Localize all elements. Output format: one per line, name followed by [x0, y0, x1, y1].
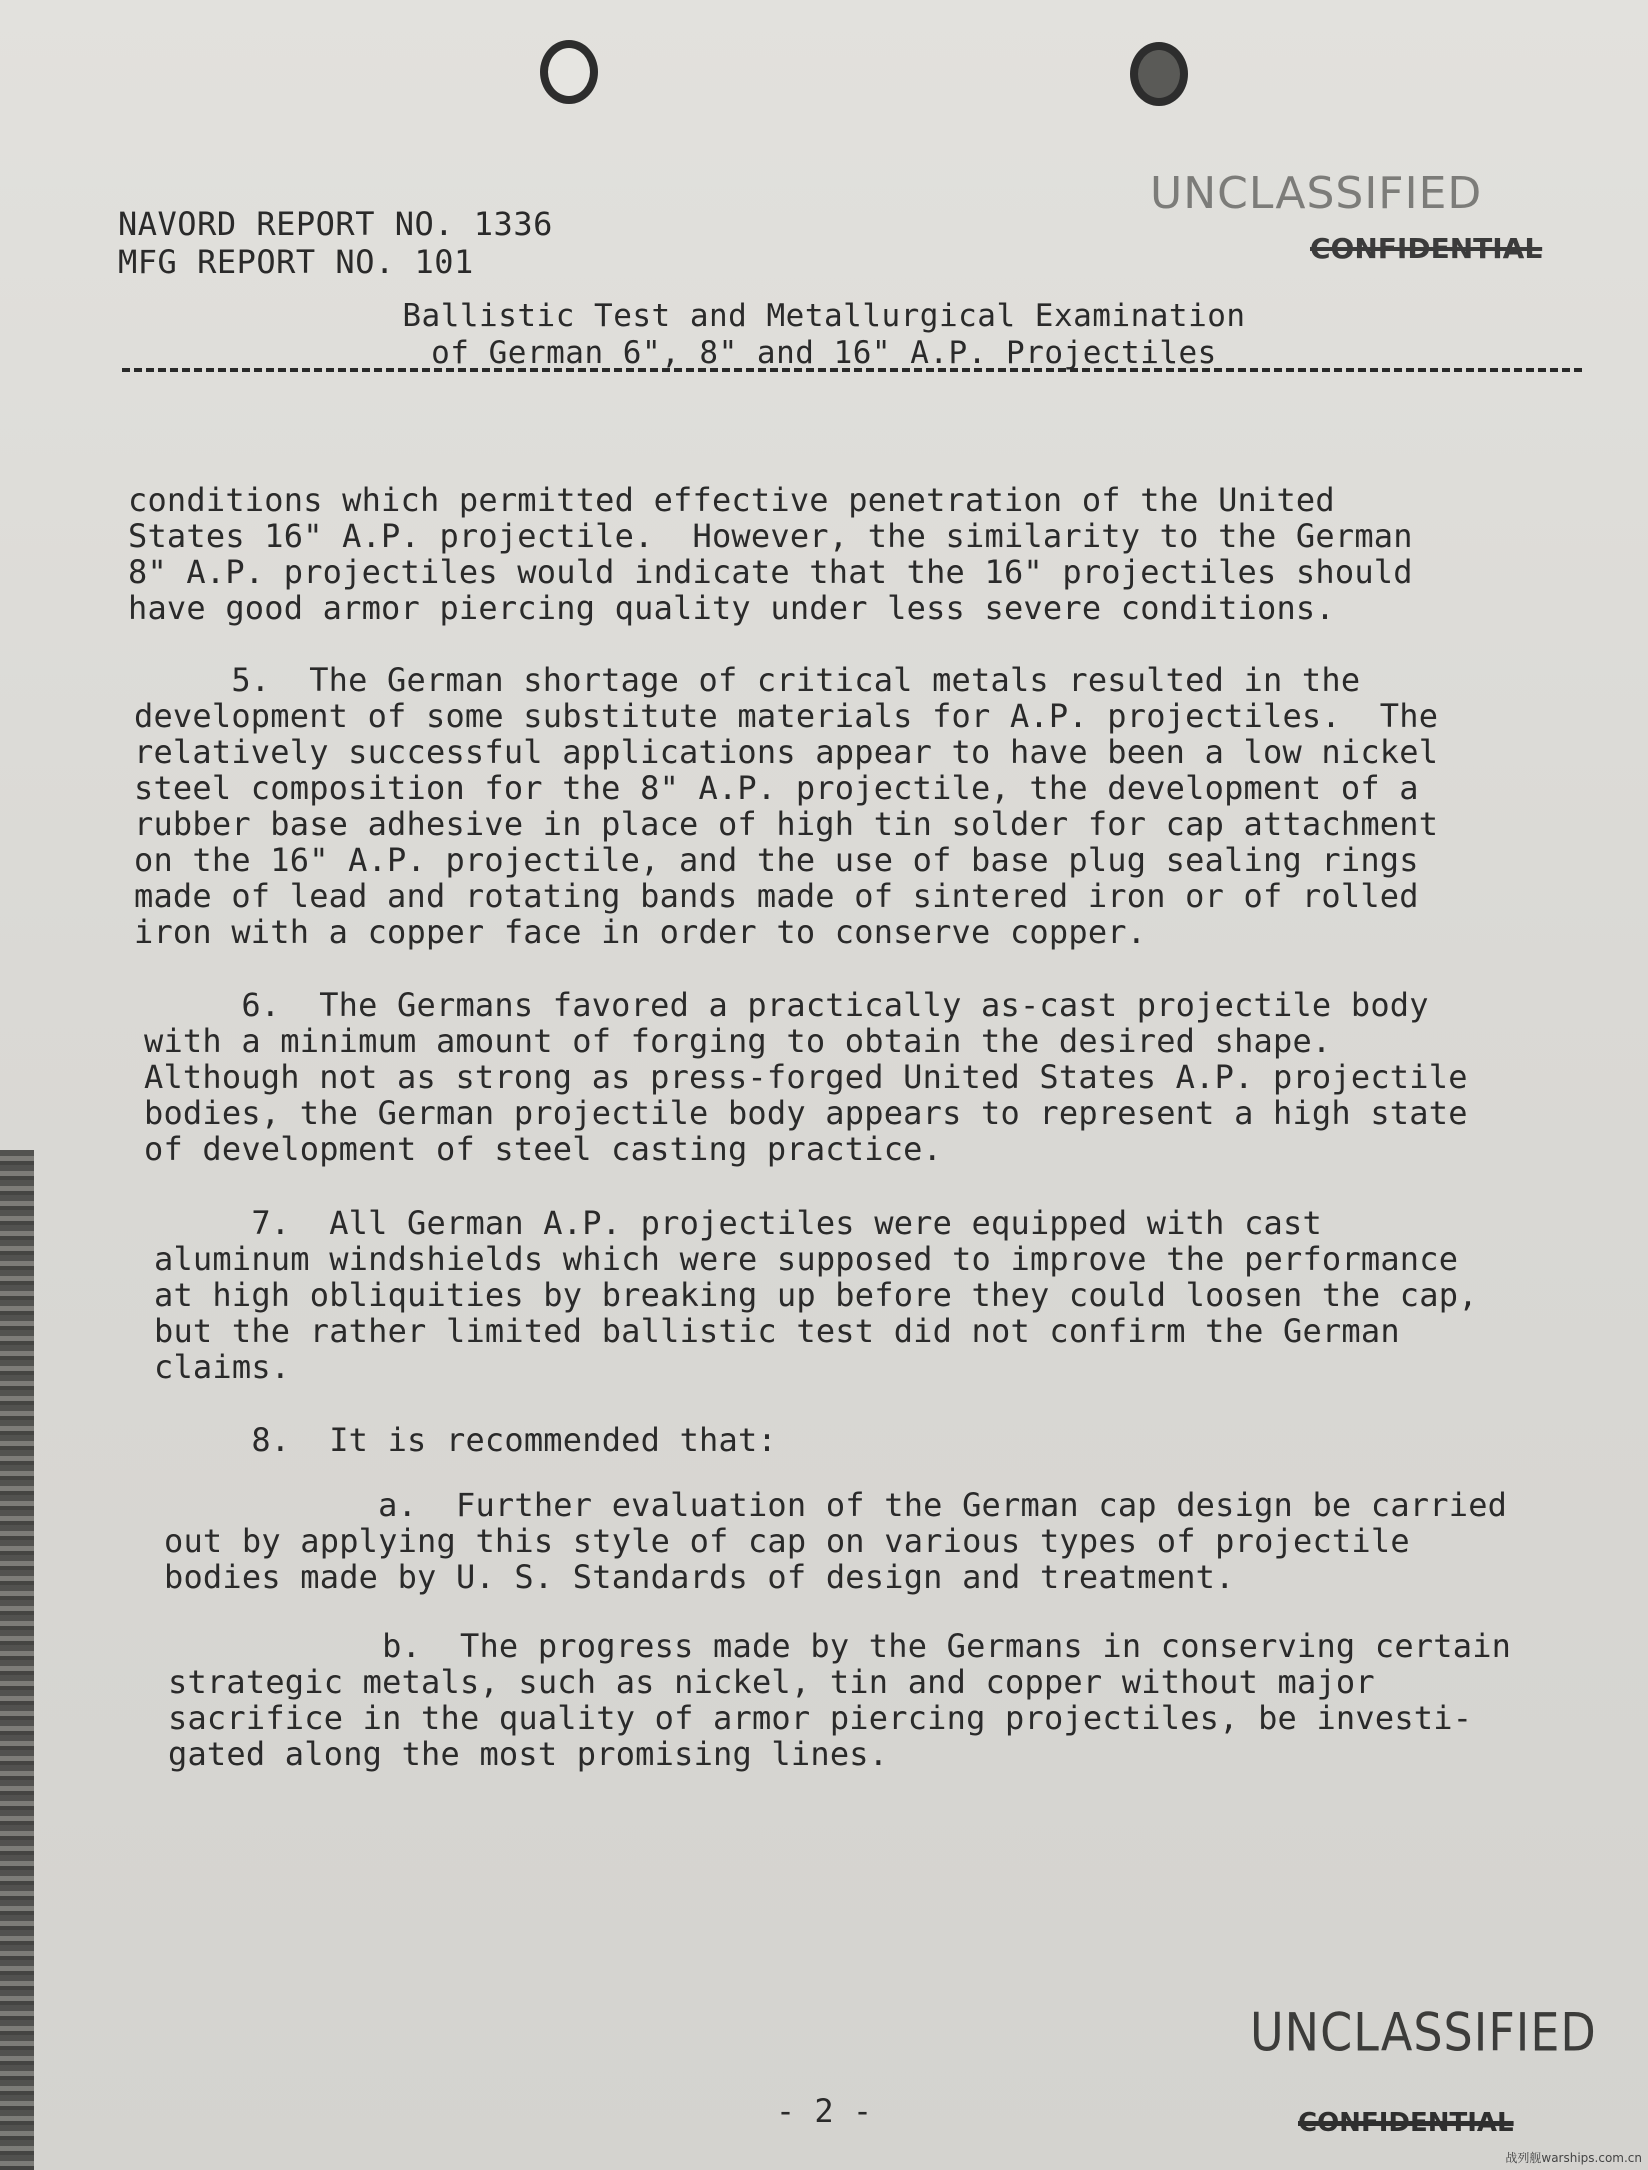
document-title-line2: of German 6", 8" and 16" A.P. Projectiles — [431, 335, 1217, 371]
unclassified-stamp-bottom: UNCLASSIFIED — [1250, 2000, 1597, 2064]
report-number: NAVORD REPORT NO. 1336 — [118, 205, 553, 243]
paragraph-continued: conditions which permitted effective penetration of the United States 16" A.P. projectile. However, the similarity to the German 8" A.P. projectiles would indicate that the 16" projectiles should have good armor piercing quality under less severe conditions. — [128, 481, 1413, 627]
confidential-stamp-bottom: CONFIDENTIAL — [1298, 2108, 1514, 2138]
punch-hole-right — [1130, 42, 1188, 106]
punch-hole-left — [540, 40, 598, 104]
mfg-report-number: MFG REPORT NO. 101 — [118, 243, 474, 281]
paragraph-8a: a. Further evaluation of the German cap design be carried out by applying this style of cap on various types of projectile bodies made by U. S. Standards of design and treatment. — [164, 1486, 1508, 1596]
watermark: 战列舰warships.com.cn — [1505, 2151, 1642, 2165]
paragraph-8b: b. The progress made by the Germans in conserving certain strategic metals, such as nickel, tin and copper without major sacrifice in the quality of armor piercing projectiles, be investi- gated along the most promising lines. — [168, 1627, 1512, 1773]
document-title-line1: Ballistic Test and Metallurgical Examination — [402, 298, 1246, 334]
paragraph-7: 7. All German A.P. projectiles were equipped with cast aluminum windshields which were supposed to improve the performance at high obliquities by breaking up before they could loosen the cap, but the rather limited ballistic test did not confirm the German claims. — [154, 1204, 1478, 1386]
unclassified-stamp-top: UNCLASSIFIED — [1150, 168, 1483, 219]
confidential-stamp-top: CONFIDENTIAL — [1310, 232, 1543, 265]
page-number: - 2 - — [775, 2092, 873, 2130]
scan-edge-shadow — [0, 1150, 34, 2170]
paragraph-6: 6. The Germans favored a practically as-cast projectile body with a minimum amount of forging to obtain the desired shape. Although not as strong as press-forged United States A.P. projectile bodies, the German projectile body appears to represent a high state of development of steel casting practice. — [144, 986, 1468, 1168]
title-divider — [122, 368, 1582, 372]
paragraph-5: 5. The German shortage of critical metals resulted in the development of some substitute materials for A.P. projectiles. The relatively successful applications appear to have been a low nickel steel composition for the 8" A.P. projectile, the development of a rubber base adhesive in place of high tin solder for cap attachment on the 16" A.P. projectile, and the use of base plug sealing rings made of lead and rotating bands made of sintered iron or of rolled iron with a copper face in order to conserve copper. — [134, 661, 1439, 951]
paragraph-8: 8. It is recommended that: — [154, 1421, 777, 1459]
